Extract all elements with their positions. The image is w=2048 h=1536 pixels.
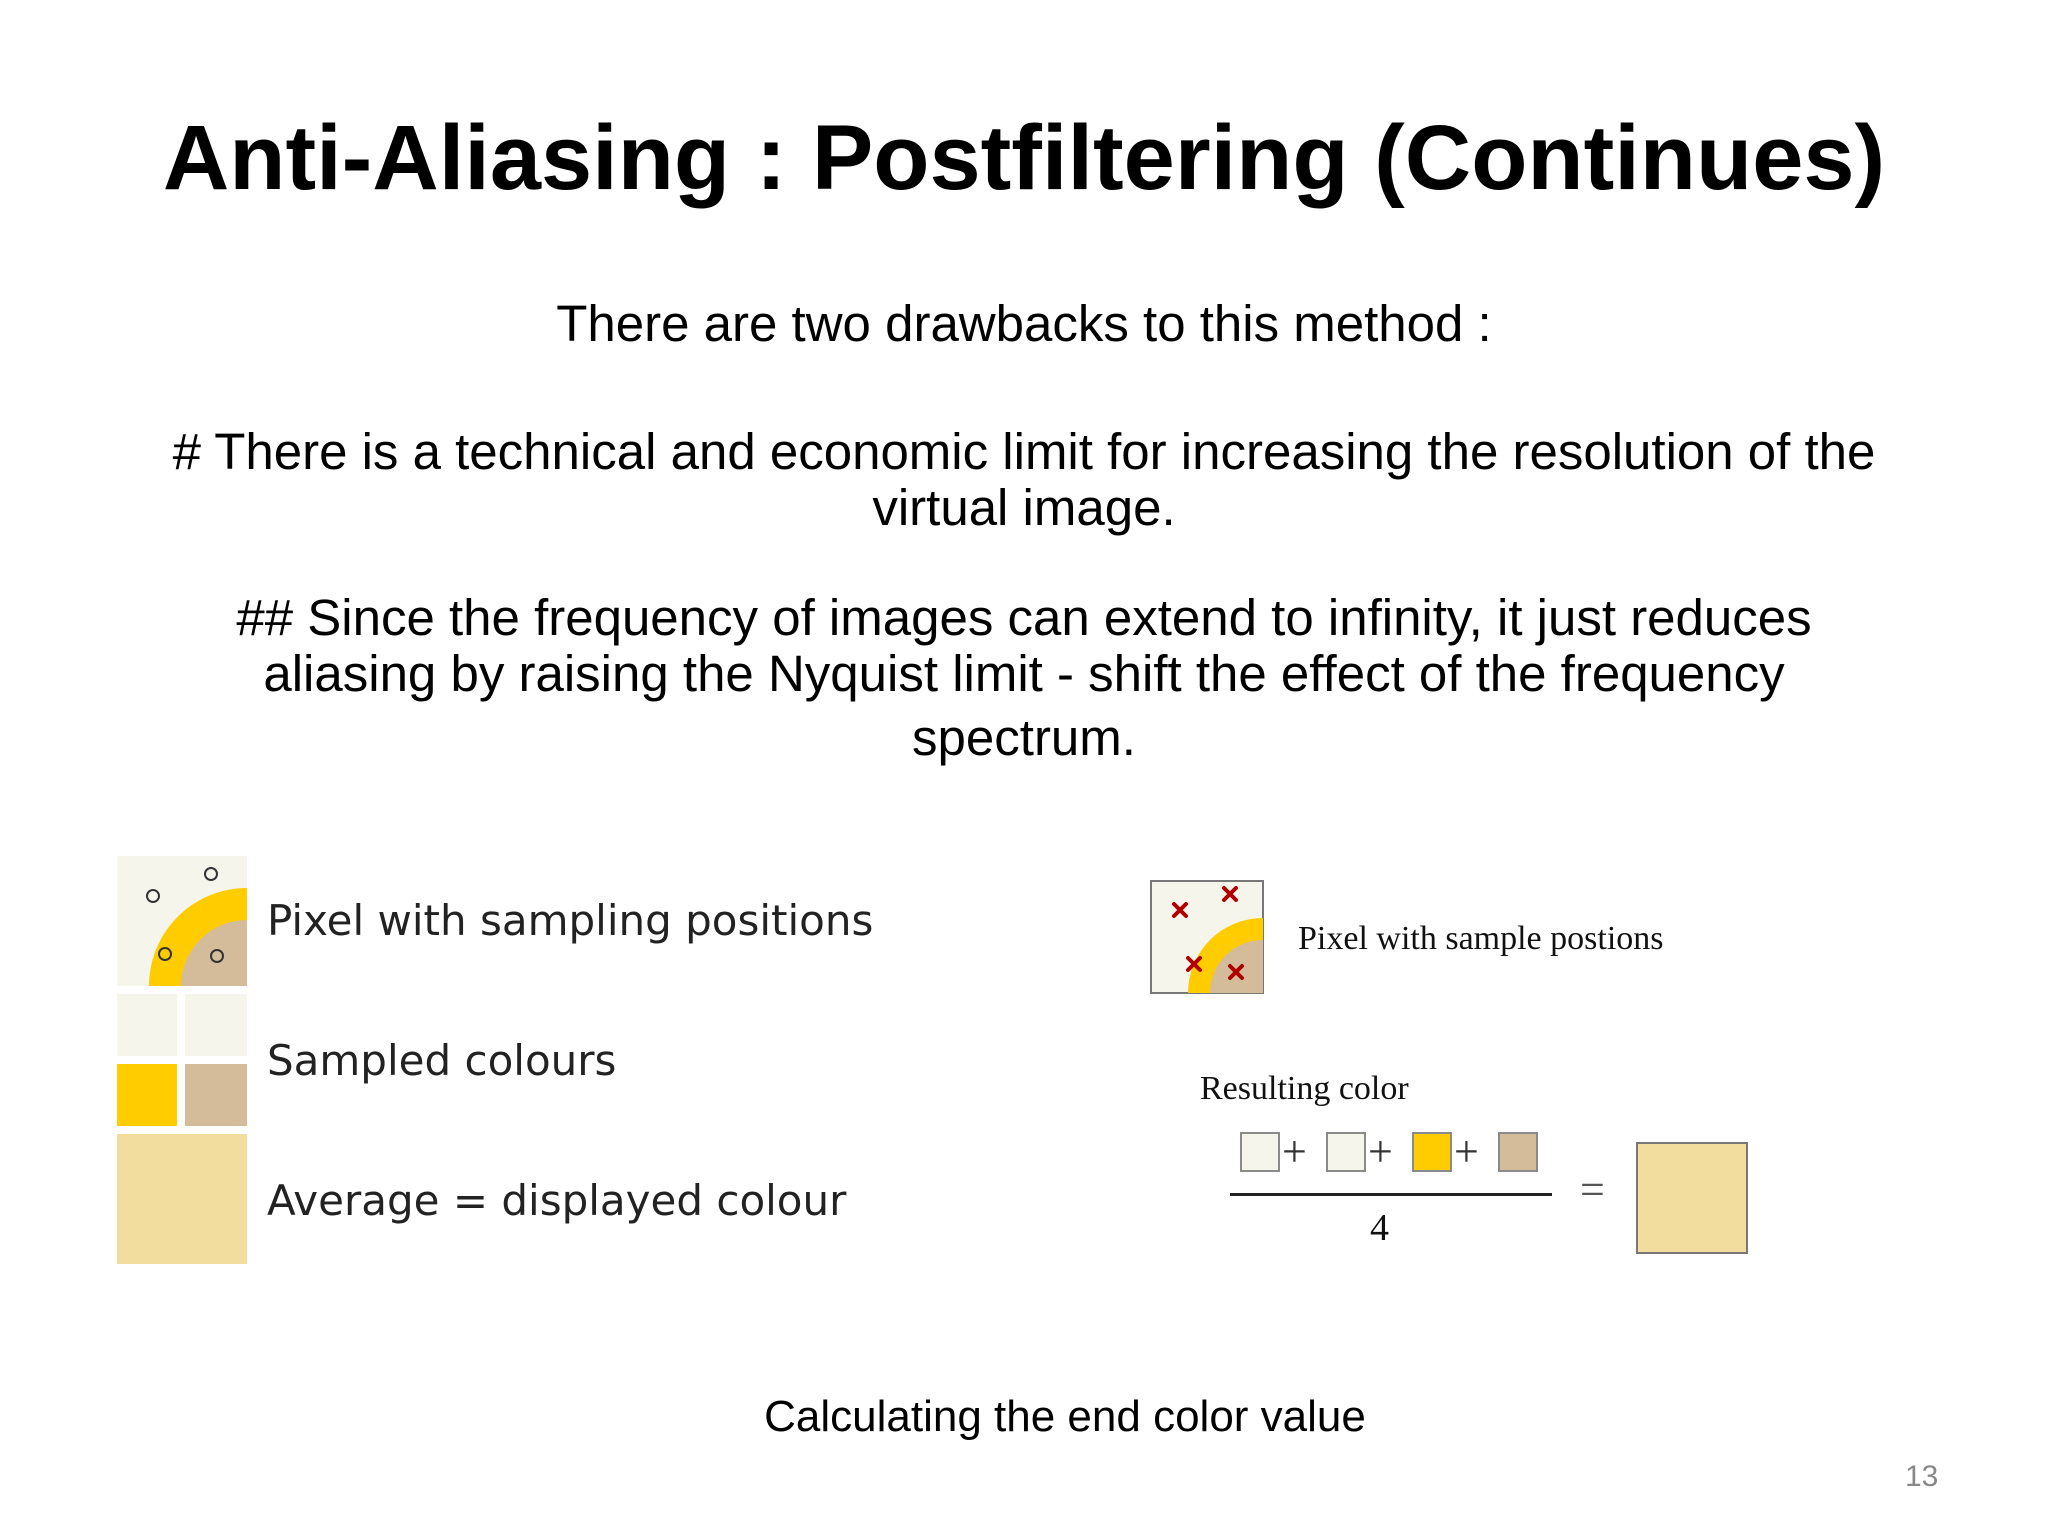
sampling-figure [117, 856, 1017, 1266]
drawback-1 [0, 424, 2048, 536]
sample-swatch-1 [117, 994, 177, 1056]
equals-sign: = [1580, 1165, 1605, 1214]
drawback-2-line-3: spectrum. [912, 709, 1136, 766]
label-resulting-color: Resulting color [1200, 1070, 1409, 1107]
numerator-swatch-2 [1326, 1132, 1366, 1172]
resulting-color-figure [1150, 880, 1770, 1260]
fraction-bar [1230, 1193, 1552, 1196]
drawback-2-line-2: aliasing by raising the Nyquist limit - shift the effect of the frequency [263, 645, 1785, 702]
label-sampled-colours: Sampled colours [267, 1036, 617, 1085]
slide-title: Anti-Aliasing : Postfiltering (Continues) [162, 107, 1886, 209]
sample-swatch-3 [117, 1064, 177, 1126]
average-swatch [117, 1134, 247, 1264]
plus-sign: + [1368, 1127, 1393, 1176]
sample-swatch-2 [185, 994, 247, 1056]
sample-swatch-4 [185, 1064, 247, 1126]
drawback-1-line-2: virtual image. [872, 479, 1176, 536]
plus-sign: + [1282, 1127, 1307, 1176]
drawback-2 [0, 590, 2048, 766]
sampled-pixel-image [1150, 880, 1264, 994]
denominator: 4 [1370, 1207, 1389, 1249]
page-number: 13 [1905, 1460, 1939, 1493]
plus-sign: + [1454, 1127, 1479, 1176]
drawback-1-line-1: # There is a technical and economic limit for increasing the resolution of the [172, 423, 1876, 480]
intro-text: There are two drawbacks to this method : [556, 295, 1492, 352]
numerator-swatch-1 [1240, 1132, 1280, 1172]
numerator-swatch-4 [1498, 1132, 1538, 1172]
label-pixel-sample: Pixel with sample postions [1298, 920, 1664, 957]
drawback-2-line-1: ## Since the frequency of images can extend to infinity, it just reduces [236, 589, 1812, 646]
numerator-swatch-3 [1412, 1132, 1452, 1172]
result-swatch [1636, 1142, 1748, 1254]
label-pixel-sampling: Pixel with sampling positions [267, 896, 874, 945]
figure-caption: Calculating the end color value [764, 1392, 1366, 1441]
sampled-pixel-image [117, 856, 247, 986]
label-average: Average = displayed colour [267, 1176, 847, 1225]
